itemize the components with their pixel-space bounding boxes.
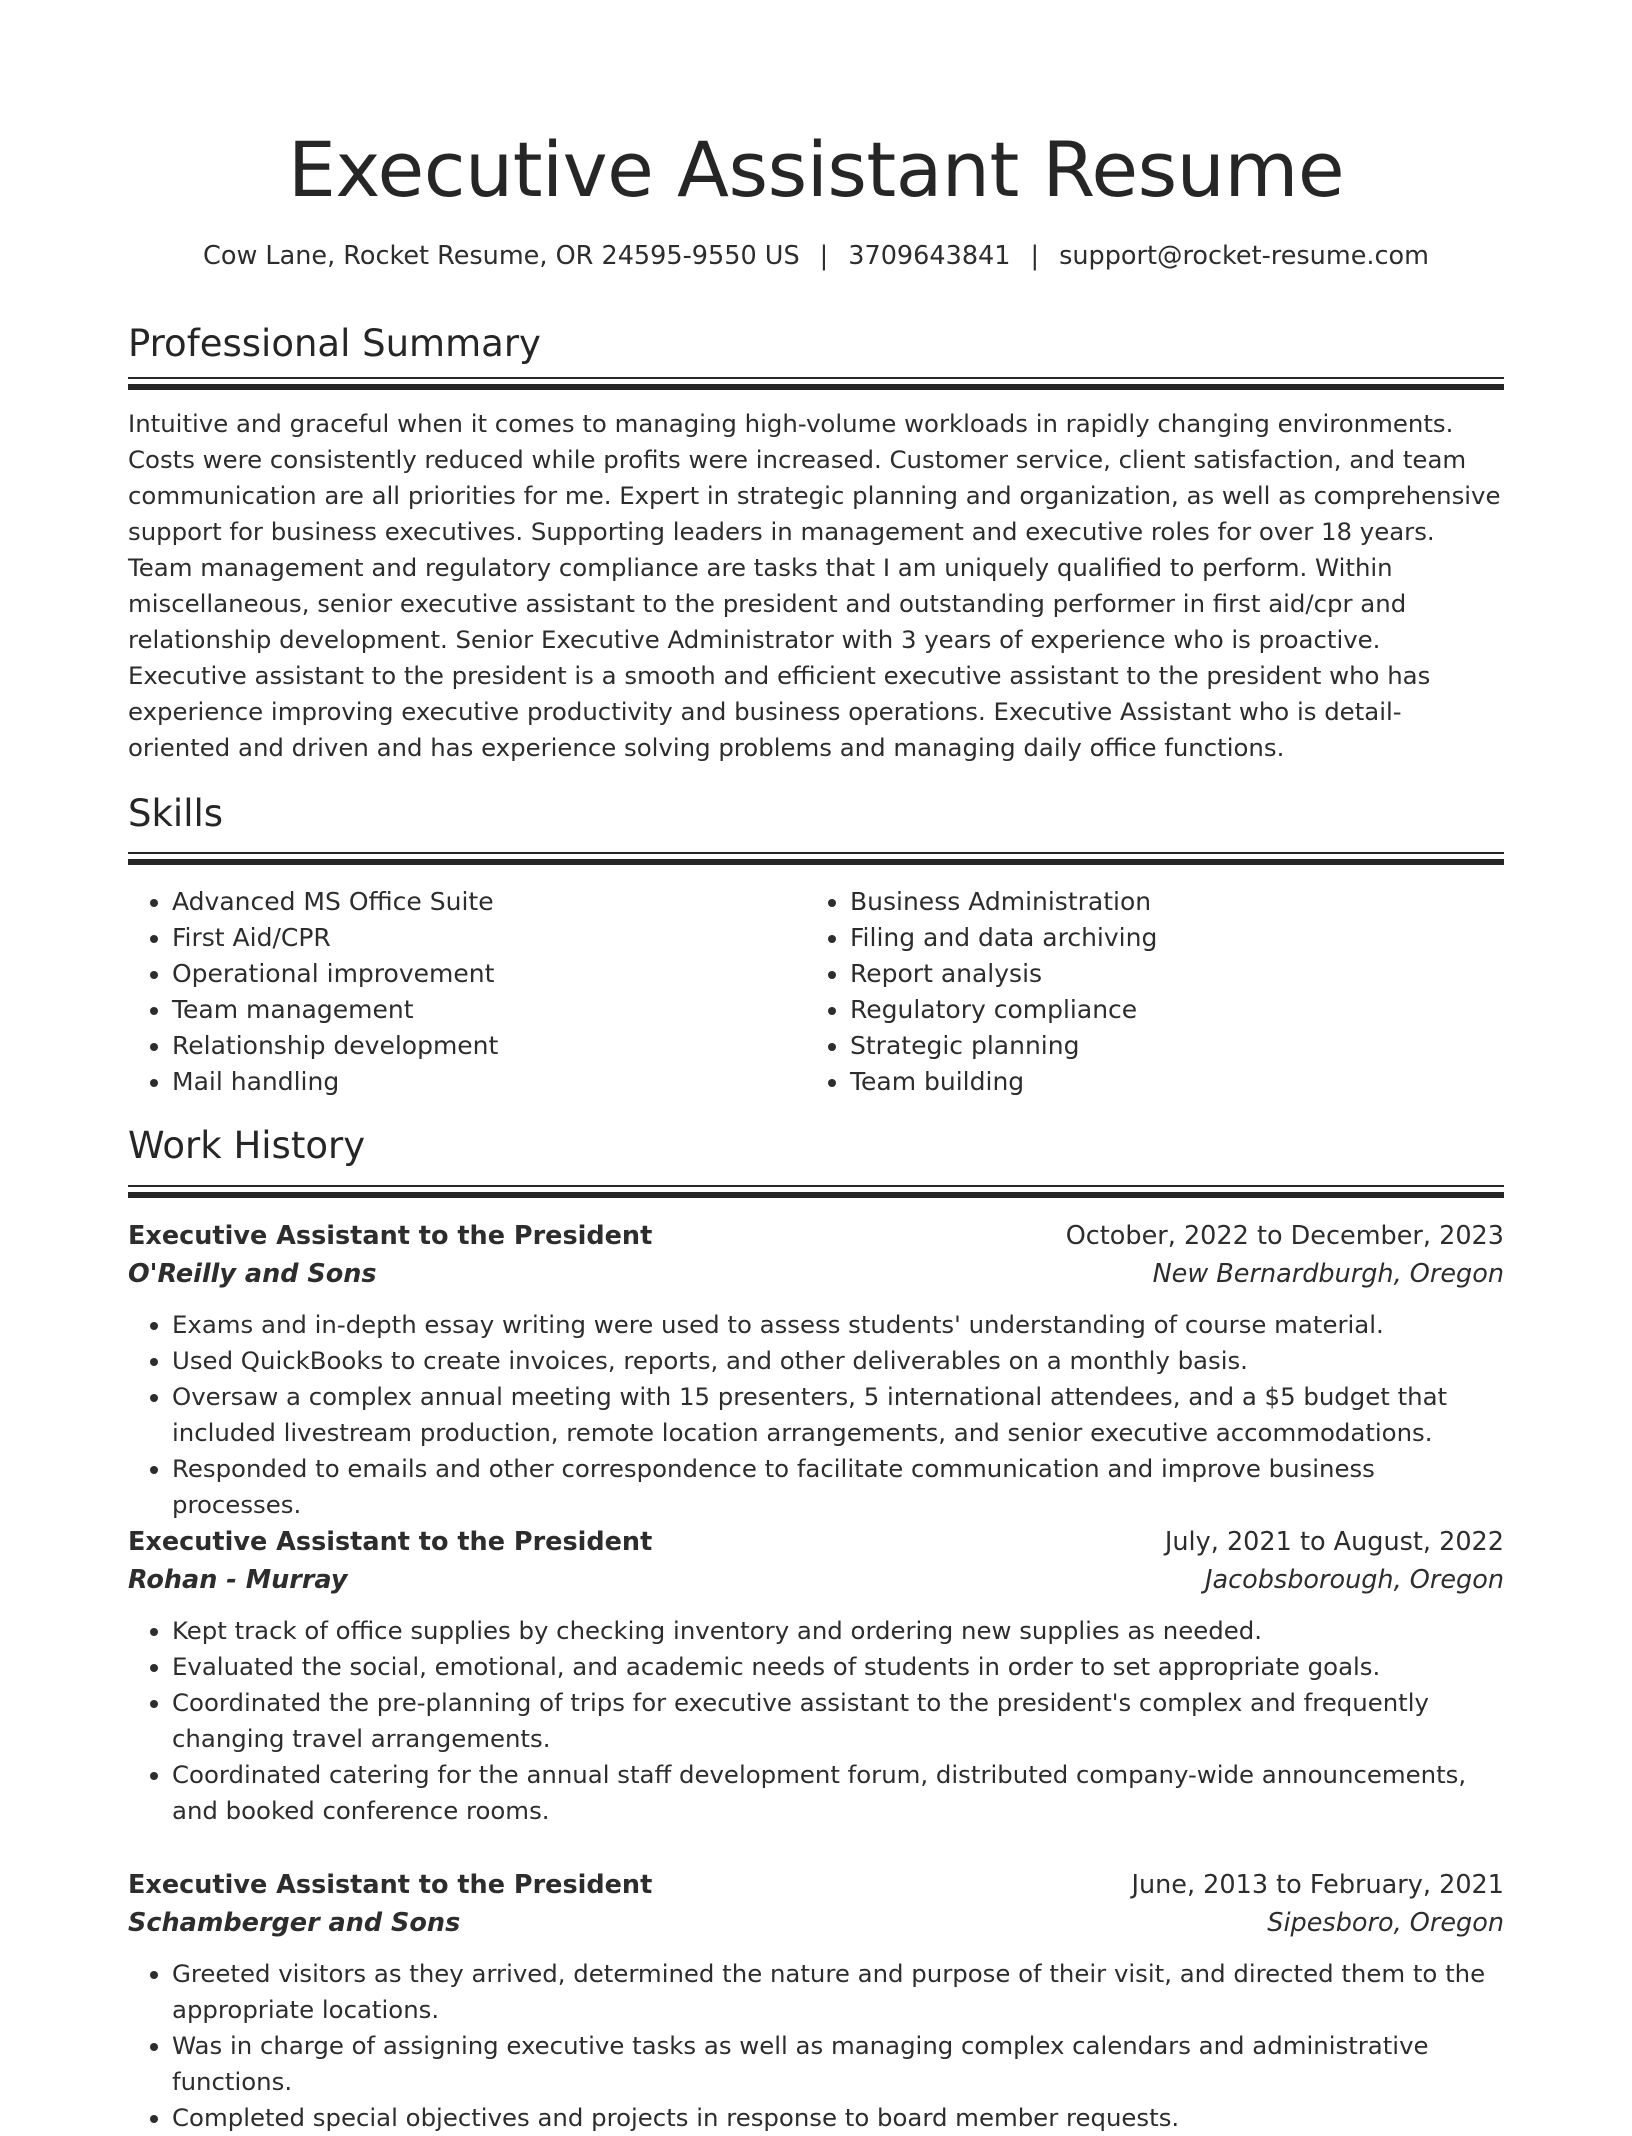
list-item: • Oversaw a complex annual meeting with 15 presenters, 5 international attendees, and a $5 budget that included livestream production, remote location arrangements, and senior executive accommodations. <box>172 1379 1504 1451</box>
summary-text: Intuitive and graceful when it comes to managing high-volume workloads in rapidly changing environments. Costs were consistently reduced while profits were increased. Customer service, client satisfaction, and team communication are all priorities for me. Expert in strategic planning and organization, as well as comprehensive support for business executives. Supporting leaders in management and executive roles for over 18 years. Team management and regulatory compliance are tasks that I am uniquely qualified to perform. Within miscellaneous, senior executive assistant to the president and outstanding performer in first aid/cpr and relationship development. Senior Executive Administrator with 3 years of experience who is proactive. Executive assistant to the president is a smooth and efficient executive assistant to the president who has experience improving executive productivity and business operations. Executive Assistant who is detail-oriented and driven and has experience solving problems and managing daily office functions. <box>128 409 1501 762</box>
list-item: • Was in charge of assigning executive tasks as well as managing complex calendars and administrative functions. <box>172 2028 1504 2100</box>
list-item: • Used QuickBooks to create invoices, reports, and other deliverables on a monthly basis. <box>172 1343 1504 1379</box>
skills-list-left <box>128 884 498 1100</box>
skill-item: • Regulatory compliance <box>850 992 1157 1028</box>
list-item: • Kept track of office supplies by checking inventory and ordering new supplies as needed. <box>172 1613 1504 1649</box>
list-item: • Exams and in-depth essay writing were used to assess students' understanding of course material. <box>172 1307 1504 1343</box>
job-dates: October, 2022 to December, 2023 <box>1065 1221 1504 1251</box>
job-bullets <box>128 1307 1504 1523</box>
page-title: Executive Assistant Resume <box>287 125 1345 214</box>
job-location: Sipesboro, Oregon <box>1267 1908 1504 1938</box>
contact-separator: | <box>819 241 829 271</box>
skill-item: • Mail handling <box>172 1064 498 1100</box>
section-divider <box>128 852 1504 867</box>
job-bullets <box>128 1956 1504 2136</box>
skill-item: • Team building <box>850 1064 1157 1100</box>
contact-phone: 3709643841 <box>848 241 1011 271</box>
skill-item: • Report analysis <box>850 956 1157 992</box>
skill-item: • Filing and data archiving <box>850 920 1157 956</box>
skill-item: • Operational improvement <box>172 956 498 992</box>
job-dates: June, 2013 to February, 2021 <box>1131 1870 1504 1900</box>
job-title: Executive Assistant to the President <box>128 1527 653 1557</box>
work-heading: Work History <box>128 1124 366 1167</box>
job-location: New Bernardburgh, Oregon <box>1152 1259 1504 1289</box>
list-item: • Greeted visitors as they arrived, determined the nature and purpose of their visit, and directed them to the appropriate locations. <box>172 1956 1504 2028</box>
section-divider <box>128 377 1504 392</box>
contact-email: support@rocket-resume.com <box>1059 241 1429 271</box>
list-item: • Completed special objectives and projects in response to board member requests. <box>172 2100 1504 2136</box>
section-divider <box>128 1185 1504 1200</box>
contact-line <box>128 238 1504 274</box>
list-item: • Coordinated the pre-planning of trips for executive assistant to the president's complex and frequently changing travel arrangements. <box>172 1685 1504 1757</box>
skill-item: • Team management <box>172 992 498 1028</box>
skill-item: • Business Administration <box>850 884 1157 920</box>
contact-address: Cow Lane, Rocket Resume, OR 24595-9550 US <box>203 241 800 271</box>
job-company: Schamberger and Sons <box>128 1908 461 1938</box>
job-title: Executive Assistant to the President <box>128 1870 653 1900</box>
job-company: O'Reilly and Sons <box>128 1259 377 1289</box>
job-dates: July, 2021 to August, 2022 <box>1164 1527 1504 1557</box>
skill-item: • Relationship development <box>172 1028 498 1064</box>
list-item: • Evaluated the social, emotional, and academic needs of students in order to set appropriate goals. <box>172 1649 1504 1685</box>
job-entry <box>128 1523 1504 1829</box>
list-item: • Responded to emails and other correspondence to facilitate communication and improve business processes. <box>172 1451 1504 1523</box>
job-company: Rohan - Murray <box>128 1565 348 1595</box>
list-item: • Coordinated catering for the annual staff development forum, distributed company-wide announcements, and booked conference rooms. <box>172 1757 1504 1829</box>
summary-heading: Professional Summary <box>128 322 541 365</box>
job-bullets <box>128 1613 1504 1829</box>
skill-item: • Advanced MS Office Suite <box>172 884 498 920</box>
skill-item: • First Aid/CPR <box>172 920 498 956</box>
job-entry <box>128 1866 1504 2136</box>
job-entry <box>128 1217 1504 1523</box>
job-title: Executive Assistant to the President <box>128 1221 653 1251</box>
skill-item: • Strategic planning <box>850 1028 1157 1064</box>
contact-separator: | <box>1030 241 1040 271</box>
skills-list-right <box>806 884 1157 1100</box>
job-location: Jacobsborough, Oregon <box>1204 1565 1504 1595</box>
skills-heading: Skills <box>128 792 224 835</box>
